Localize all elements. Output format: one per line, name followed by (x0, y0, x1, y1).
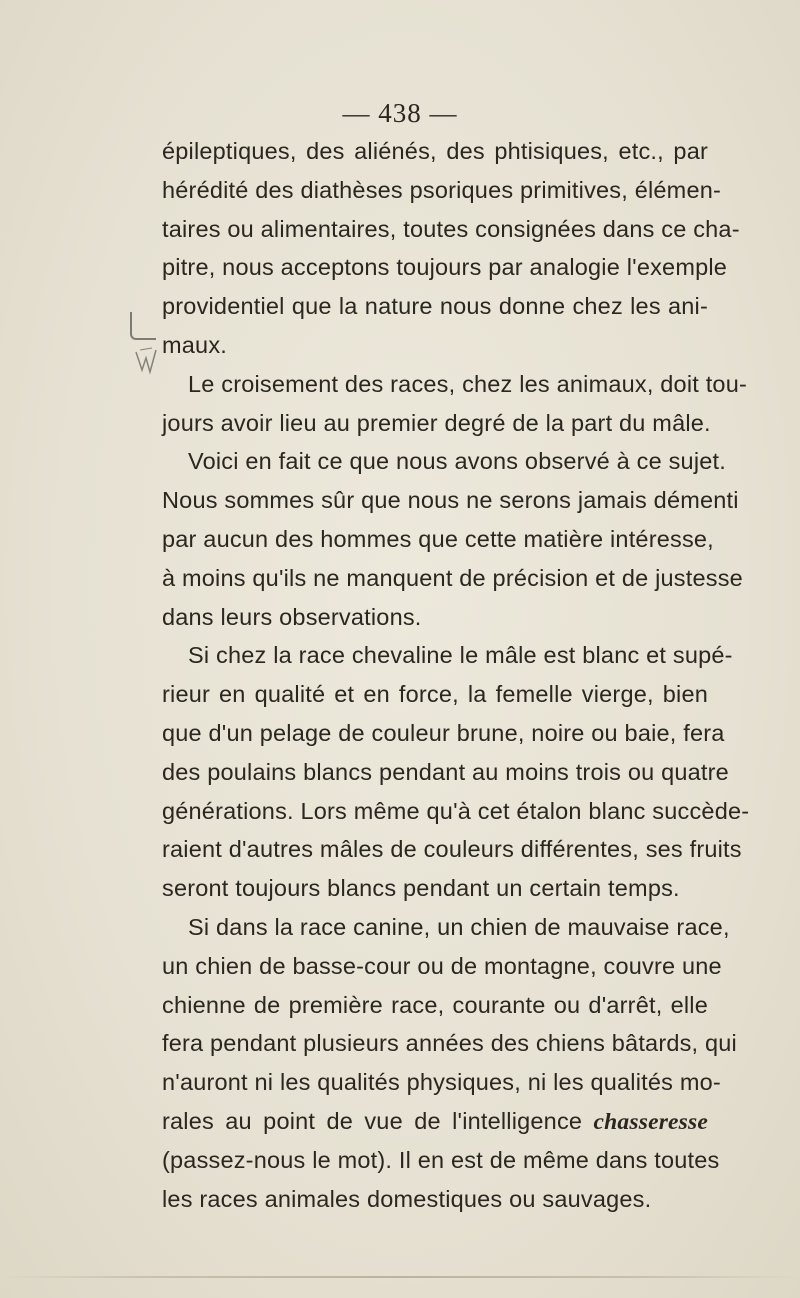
text-line: épileptiques, des aliénés, des phtisiques, etc., par (162, 138, 708, 164)
text-line: que d'un pelage de couleur brune, noire ou baie, fera (162, 719, 725, 746)
page-edge-line (0, 1276, 800, 1278)
text-line: taires ou alimentaires, toutes consignées dans ce cha- (162, 215, 740, 242)
text-line: par aucun des hommes que cette matière intéresse, (162, 525, 714, 552)
text-line: rieur en qualité et en force, la femelle vierge, bien (162, 681, 708, 708)
text-line: n'auront ni les qualités physiques, ni les qualités mo- (162, 1069, 721, 1096)
text-line: à moins qu'ils ne manquent de précision et de justesse (162, 564, 743, 591)
text-line: pitre, nous acceptons toujours par analogie l'exemple (162, 254, 728, 281)
text-line: Si dans la race canine, un chien de mauvaise race, (188, 913, 730, 940)
text-line: providentiel que la nature nous donne chez les ani- (162, 293, 708, 320)
text-line: seront toujours blancs pendant un certain temps. (162, 875, 680, 902)
margin-pencil-mark (130, 312, 156, 340)
text-line: les races animales domestiques ou sauvages. (162, 1185, 652, 1212)
text-line: jours avoir lieu au premier degré de la part du mâle. (162, 409, 711, 436)
emphasized-word: chasseresse (593, 1108, 708, 1135)
text-line: un chien de basse-cour ou de montagne, couvre une (162, 952, 722, 979)
text-line: Nous sommes sûr que nous ne serons jamais démenti (162, 487, 739, 514)
text-line: Voici en fait ce que nous avons observé à ce sujet. (188, 448, 726, 475)
text-line: hérédité des diathèses psoriques primitives, élémen- (162, 176, 722, 203)
page-number: — 438 — (342, 98, 458, 128)
text-line: générations. Lors même qu'à cet étalon blanc succède- (162, 797, 750, 824)
text-line: raient d'autres mâles de couleurs différentes, ses fruits (162, 836, 742, 863)
text-line-segment: rales au point de vue de l'intelligence (162, 1107, 594, 1134)
text-line: maux. (162, 331, 227, 358)
text-line (162, 1102, 708, 1141)
text-line: Le croisement des races, chez les animaux, doit tou- (188, 370, 748, 397)
body-text (162, 132, 750, 1218)
text-line: Si chez la race chevaline le mâle est blanc et supé- (188, 642, 733, 669)
margin-check-mark (134, 346, 160, 376)
text-line: dans leurs observations. (162, 603, 422, 630)
text-line: fera pendant plusieurs années des chiens bâtards, qui (162, 1030, 737, 1057)
text-line: (passez-nous le mot). Il en est de même dans toutes (162, 1146, 720, 1173)
text-line: des poulains blancs pendant au moins trois ou quatre (162, 758, 729, 785)
text-line: chienne de première race, courante ou d'arrêt, elle (162, 991, 708, 1018)
